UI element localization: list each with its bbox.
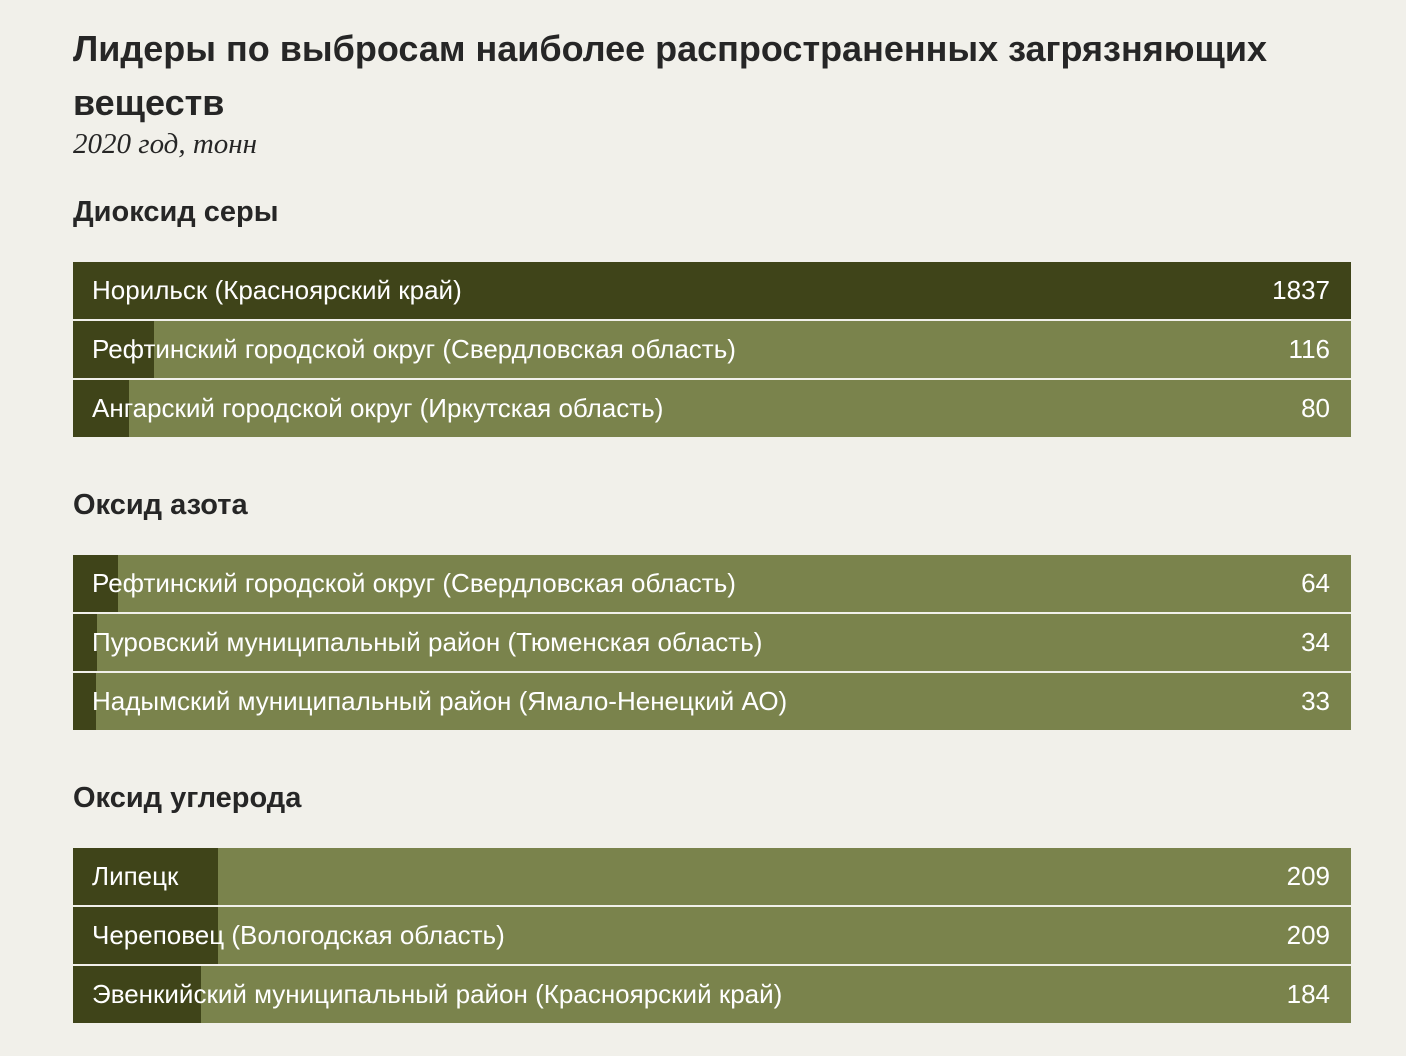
bar-label: Эвенкийский муниципальный район (Красноярский край) (92, 979, 783, 1009)
bar-value-label: 209 (1286, 861, 1330, 891)
chart-title: Лидеры по выбросам наиболее распространенных загрязняющих веществ (73, 28, 1267, 123)
bar-row (73, 907, 1351, 964)
bar-row (73, 614, 1351, 671)
chart-subtitle: 2020 год, тонн (73, 128, 258, 160)
bar-row (73, 321, 1351, 378)
bar-label: Надымский муниципальный район (Ямало-Ненецкий АО) (92, 686, 788, 716)
bar-value-label: 64 (1301, 568, 1330, 598)
bar-row (73, 262, 1351, 319)
bar-value-label: 209 (1286, 920, 1330, 950)
bar-value-label: 1837 (1272, 275, 1330, 305)
group-title: Оксид углерода (73, 782, 302, 814)
bar-label: Рефтинский городской округ (Свердловская область) (92, 334, 736, 364)
bar-label: Пуровский муниципальный район (Тюменская область) (92, 627, 763, 657)
group-title: Диоксид серы (73, 196, 279, 228)
bar-value-label: 34 (1301, 627, 1330, 657)
bar-value-label: 184 (1286, 979, 1330, 1009)
group-title: Оксид азота (73, 489, 248, 521)
bar-value-label: 33 (1301, 686, 1330, 716)
bar-row (73, 966, 1351, 1023)
bar-row (73, 673, 1351, 730)
bar-label: Рефтинский городской округ (Свердловская область) (92, 568, 736, 598)
bar-label: Норильск (Красноярский край) (92, 275, 462, 305)
bar-row (73, 848, 1351, 905)
bar-row (73, 380, 1351, 437)
bar-label: Липецк (92, 861, 179, 891)
bar-label: Череповец (Вологодская область) (92, 920, 505, 950)
bar-list (73, 848, 1351, 1025)
bar-list (73, 555, 1351, 732)
bar-list (73, 262, 1351, 439)
bar-label: Ангарский городской округ (Иркутская область) (92, 393, 664, 423)
bar-row (73, 555, 1351, 612)
bar-value-label: 116 (1288, 334, 1330, 364)
bar-value-label: 80 (1301, 393, 1330, 423)
